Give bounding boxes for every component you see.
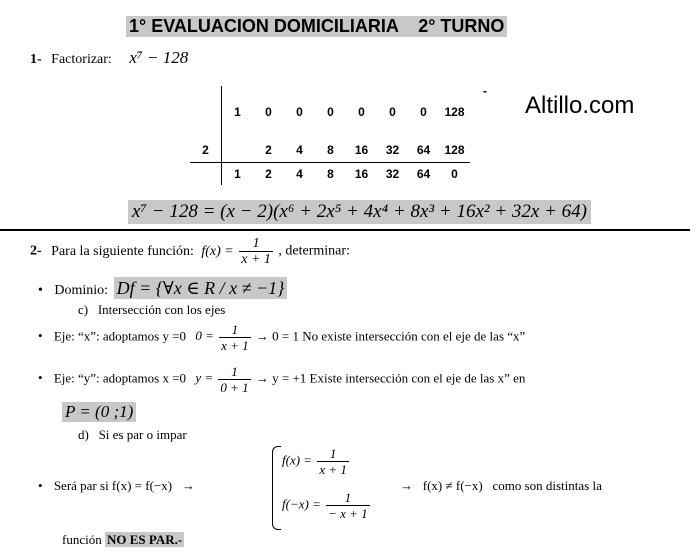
ruffini-result: 2 <box>253 162 284 185</box>
axis-y-denominator: 0 + 1 <box>220 380 249 395</box>
ruffini-coef: 0 <box>420 105 427 119</box>
axis-x-denominator: x + 1 <box>221 338 249 353</box>
ruffini-product: 64 <box>416 142 431 157</box>
question-1-prompt: Factorizar: <box>51 52 112 67</box>
ruffini-coef: 128 <box>444 105 465 119</box>
item-d: d) Si es par o impar <box>78 427 187 442</box>
domain-item <box>38 278 287 299</box>
ruffini-coef: 0 <box>358 105 365 119</box>
axis-x-lhs: 0 = <box>195 328 214 344</box>
watermark: Altillo.com <box>525 92 635 119</box>
final-bold: NO ES PAR.- <box>106 532 183 547</box>
final-pre: función <box>62 532 102 547</box>
ruffini-grid <box>190 86 470 185</box>
intersection-point: P = (0 ;1) <box>62 402 136 422</box>
ruffini-product: 32 <box>385 142 400 157</box>
function-fraction <box>239 236 273 267</box>
question-2-number: 2- <box>30 243 42 259</box>
ruffini-result: 32 <box>377 162 408 185</box>
f-positive-fraction <box>317 446 349 477</box>
section-divider <box>0 229 690 231</box>
system-brace <box>272 446 281 530</box>
ruffini-product: 128 <box>444 142 465 157</box>
axis-y-fraction <box>218 364 250 395</box>
ruffini-product: 2 <box>265 142 272 157</box>
f-negative-numerator: 1 <box>326 490 370 506</box>
question-1-result: x⁷ − 128 = (x − 2)(x⁶ + 2x⁵ + 4x⁴ + 8x³ + 16x² + 32x + 64) <box>128 200 591 224</box>
question-2-header <box>30 236 350 267</box>
ruffini-root-blank <box>190 86 222 138</box>
axis-y-numerator: 1 <box>218 364 250 380</box>
ruffini-result-blank <box>190 162 222 185</box>
axis-x-item <box>38 322 525 353</box>
question-2-prompt: Para la siguiente función: <box>51 243 194 259</box>
ruffini-root: 2 <box>202 142 209 157</box>
question-1-expression: x⁷ − 128 <box>129 48 189 67</box>
domain-label: Dominio: <box>54 283 109 298</box>
ruffini-result: 4 <box>284 162 315 185</box>
question-2-prompt-end: , determinar: <box>278 243 350 259</box>
axis-y-lhs: y = <box>195 370 214 386</box>
axis-x-label: Eje: “x”: adoptamos y =0 <box>53 328 187 344</box>
f-positive-denominator: x + 1 <box>319 462 347 477</box>
function-lhs: f(x) = <box>201 243 234 259</box>
ruffini-product: 8 <box>327 142 334 157</box>
ruffini-product: 4 <box>296 142 303 157</box>
f-negative-lhs: f(−x) = <box>282 496 321 512</box>
parity-lead <box>38 478 195 494</box>
ruffini-product <box>222 138 254 162</box>
axis-x-fraction <box>219 322 251 353</box>
f-negative-denominator: − x + 1 <box>328 506 368 521</box>
function-denominator: x + 1 <box>241 252 271 267</box>
ruffini-product: 16 <box>354 142 369 157</box>
system-f-positive <box>282 446 351 477</box>
ruffini-minus-mark: - <box>483 84 487 98</box>
ruffini-result: 8 <box>315 162 346 185</box>
f-positive-lhs: f(x) = <box>282 452 313 468</box>
question-1-header <box>30 48 188 68</box>
parity-lead-text: Será par si f(x) = f(−x) → <box>53 478 195 493</box>
axis-y-label: Eje: “y”: adoptamos x =0 <box>53 370 187 386</box>
axis-y-result: → y = +1 Existe intersección con el eje de las x” en <box>255 370 526 386</box>
ruffini-result: 16 <box>346 162 377 185</box>
ruffini-coef: 0 <box>265 105 272 119</box>
item-c: c) Intersección con los ejes <box>78 302 226 317</box>
domain-expression: Df = {∀x ∈ R / x ≠ −1} <box>114 277 288 299</box>
parity-conclusion: → f(x) ≠ f(−x) como son distintas la <box>400 478 602 493</box>
ruffini-result: 1 <box>222 162 254 185</box>
f-positive-numerator: 1 <box>317 446 349 462</box>
ruffini-coef: 1 <box>222 86 254 138</box>
function-numerator: 1 <box>239 236 273 252</box>
question-1-number: 1- <box>30 52 42 67</box>
final-statement <box>62 532 184 548</box>
axis-y-item <box>38 364 525 395</box>
ruffini-table <box>190 86 470 185</box>
ruffini-result: 64 <box>408 162 439 185</box>
ruffini-coef: 0 <box>327 105 334 119</box>
ruffini-coef: 0 <box>296 105 303 119</box>
ruffini-coef: 0 <box>389 105 396 119</box>
f-negative-fraction <box>326 490 370 521</box>
ruffini-result: 0 <box>439 162 470 185</box>
axis-x-result: → 0 = 1 No existe intersección con el eje de las “x” <box>255 328 526 344</box>
axis-x-numerator: 1 <box>219 322 251 338</box>
page-title: 1° EVALUACION DOMICILIARIA 2° TURNO <box>126 16 507 37</box>
system-f-negative <box>282 490 372 521</box>
